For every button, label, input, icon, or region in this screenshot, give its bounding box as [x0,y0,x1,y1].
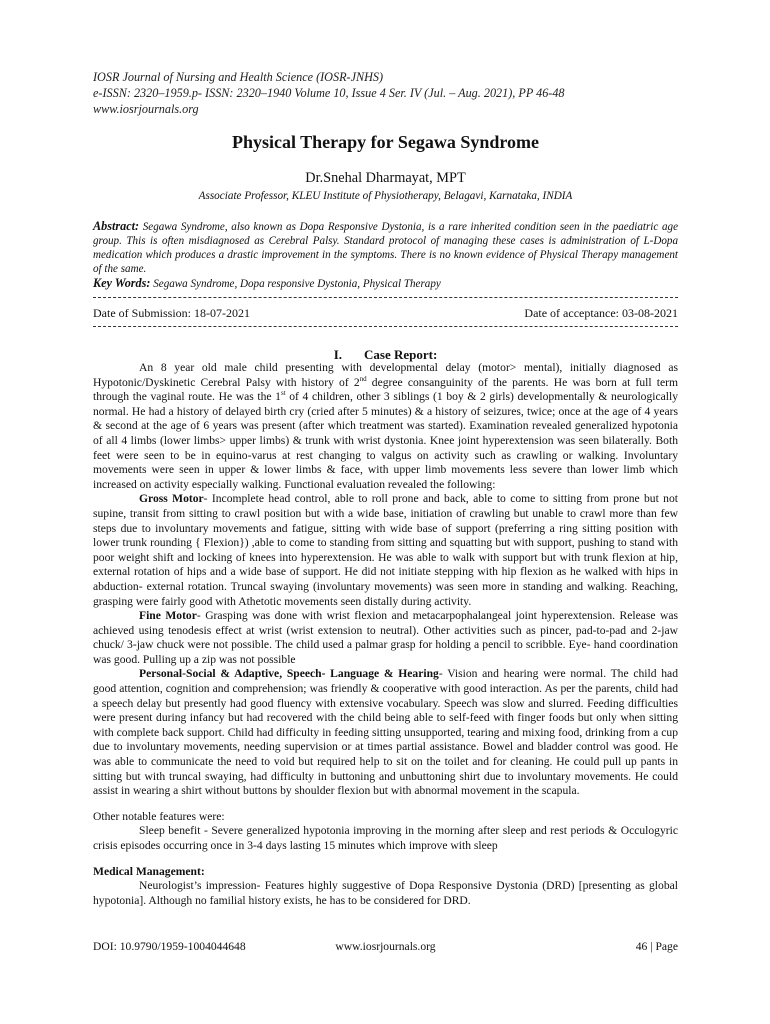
footer-page-number: 46 | Page [635,940,678,953]
section-number: I. [333,347,342,362]
keywords-label: Key Words: [93,276,151,290]
paragraph-history: An 8 year old male child presenting with developmental delay (motor> mental), initially diagnosed as Hypotonic/Dyskinetic Cerebral Palsy with history of 2nd degree consanguinity of the parents. He was born at full term through the vaginal route. He was the 1st of 4 children, other 3 siblings (1 boy & 2 girls) developmentally & neurologically normal. He had a history of delayed birth cry (cried after 5 minutes) & a history of seizures, twice; once at the age of 4 years & second at the age of 6 years was present (after which treatment was started). Examination revealed generalized hypotonia of all 4 limbs (lower limbs> upper limbs) & trunk with wrist dystonia. Knee joint hyperextension was seen bilaterally. Both feet were seen to be in equino-varus at rest changing to valgus on activity such as crawling or walking. Involuntary movements were seen in upper & lower limbs & face, with upper limb movements less severe than lower limb which increased on activity especially walking. Functional evaluation revealed the following: [93,361,679,491]
author-affiliation: Associate Professor, KLEU Institute of Physiotherapy, Belagavi, Karnataka, INDIA [198,190,573,202]
medical-management-heading: Medical Management: [93,864,205,878]
journal-issn: e-ISSN: 2320–1959.p- ISSN: 2320–1940 Volume 10, Issue 4 Ser. IV (Jul. – Aug. 2021), PP 46-48 [93,86,565,100]
divider [93,297,678,298]
abstract-label: Abstract: [93,219,140,233]
paragraph-fine-motor: Fine Motor- Grasping was done with wrist flexion and metacarpophalangeal joint hyperextension. Release was achieved using tenodesis effect at wrist (wrist extension to neutral). Other activities such as pincer, pad-to-pad and 2-jaw chuck/ 3-jaw chuck were not possible. The child used a palmar grasp for holding a pencil to scribble. Eye- hand coordination was good. Pulling up a zip was not possible [93,609,678,666]
author-name: Dr.Snehal Dharmayat, MPT [305,170,466,186]
paragraph-sleep-benefit: Sleep benefit - Severe generalized hypotonia improving in the morning after sleep and rest periods & Occulogyric crisis episodes occurring once in 3-4 days lasting 15 minutes which improve with sleep [93,824,678,852]
case-report-body [93,361,678,908]
divider [93,326,678,327]
paragraph-personal-social: Personal-Social & Adaptive, Speech- Language & Hearing- Vision and hearing were normal. The child had good attention, cognition and comprehension; was friendly & cooperative with good interaction. As per the parents, child had a speech delay but presently had good fluency with extensive vocabulary. Speech was slow and slurred. Feeding difficulties were present during infancy but had recovered with the child being able to self-feed with finger foods but only when sitting with complete back support. Child had difficulty in feeding sitting unsupported, tearing and mixing food, drinking from a cup due to involuntary movements, needing supervision or at times partial assistance. Bowel and bladder control was good. He was able to communicate the need to void but required help to sit on the toilet and for cleaning. He could pull up pants in sitting but with truncal swaying, had difficulty in buttoning and unbuttoning shirt due to involuntary movements. He could assist in wearing a shirt without buttons by shoulder flexion but with abnormal movement in the scapula. [93,667,678,798]
page-footer [93,940,678,953]
paragraph-gross-motor: Gross Motor- Incomplete head control, able to roll prone and back, able to come to sitting from prone but not supine, transit from sitting to crawl position but with a wide base, initiation of crawling but unable to crawl more than few steps due to involuntary movements and fatigue, sitting with wide base of support (preferring a ring sitting position with lower trunk rounding { Flexion}) ,able to come to standing from sitting and squatting but with support, pushing to stand with poor weight shift and locking of knees into hyperextension. He was able to walk with support but with trunk flexion at hip, external rotation of hips and a wide base of support. He did not initiate stepping with hip flexion as he walked with hips in abduction- external rotation. Truncal swaying (involuntary movements) was seen more in standing and walking. Reaching, grasping were fairly good with Athetotic movements seen distally during activity. [93,492,678,608]
fine-motor-label: Fine Motor [139,609,197,623]
abstract-text: Segawa Syndrome, also known as Dopa Responsive Dystonia, is a rare inherited condition seen in the paediatric age group. This is often misdiagnosed as Cerebral Palsy. Standard protocol of managing these cases is administration of L-Dopa medication which produces a drastic improvement in the symptoms. There is no known evidence of Physical Therapy management of the same. [93,221,678,276]
section-title: Case Report: [364,347,438,362]
journal-header [93,69,678,117]
keywords-text: Segawa Syndrome, Dopa responsive Dystonia, Physical Therapy [153,278,441,290]
other-features-heading: Other notable features were: [93,809,225,823]
paragraph-medical-management: Neurologist’s impression- Features highly suggestive of Dopa Responsive Dystonia (DRD) [presenting as global hypotonia]. Although no familial history exists, he has to be considered for DRD. [93,879,678,907]
acceptance-date: Date of acceptance: 03-08-2021 [524,306,678,320]
paper-title: Physical Therapy for Segawa Syndrome [231,132,540,152]
footer-doi: DOI: 10.9790/1959-1004044648 [93,940,246,953]
gross-motor-label: Gross Motor [139,492,204,506]
journal-name: IOSR Journal of Nursing and Health Science (IOSR-JNHS) [93,70,384,84]
submission-date: Date of Submission: 18-07-2021 [93,306,250,320]
personal-social-label: Personal-Social & Adaptive, Speech- Language & Hearing [139,667,439,681]
dates-row [93,306,678,321]
abstract [93,219,678,276]
journal-url: www.iosrjournals.org [93,102,199,116]
keywords [93,276,678,291]
footer-url: www.iosrjournals.org [335,940,436,953]
